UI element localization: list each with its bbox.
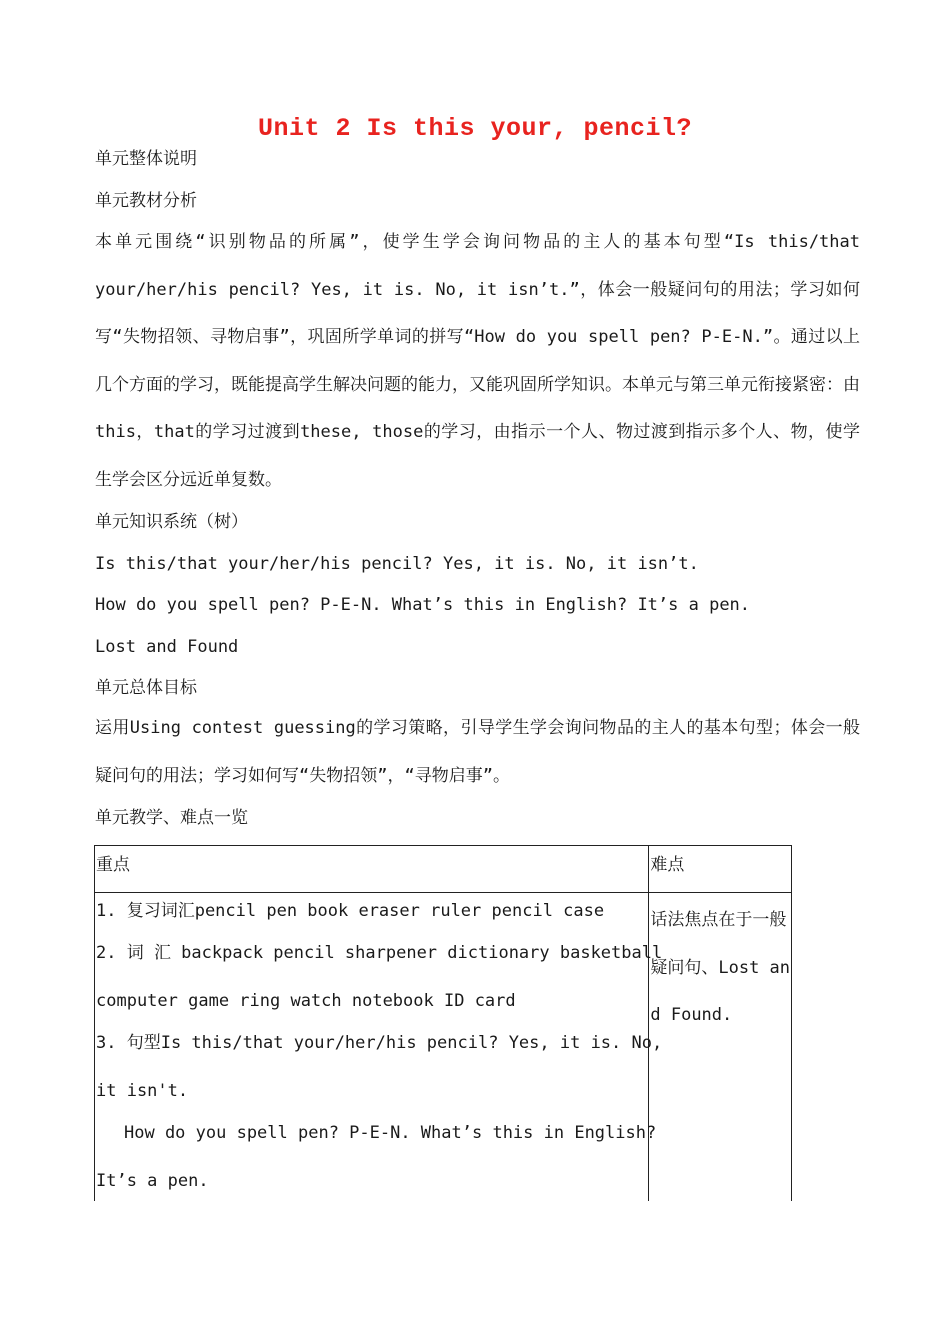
knowledge-line: Lost and Found <box>95 637 239 657</box>
difficulties-cell <box>649 893 792 1202</box>
keypoint-line: It’s a pen. <box>96 1171 209 1191</box>
keypoints-table <box>94 845 792 1201</box>
heading-keypoints: 单元教学、难点一览 <box>95 808 248 828</box>
goals-paragraph: 运用Using contest guessing的学习策略，引导学生学会询问物品的主人的基本句型；体会一般疑问句的用法；学习如何写“失物招领”，“寻物启事”。 <box>95 718 860 786</box>
keypoint-line: 2. 词 汇 backpack pencil sharpener dictionary basketball <box>96 943 663 963</box>
heading-goals: 单元总体目标 <box>95 678 197 698</box>
document-title: Unit 2 Is this your, pencil? <box>257 114 693 143</box>
keypoint-line: it isn't. <box>96 1081 189 1101</box>
knowledge-line: How do you spell pen? P-E-N. What’s this in English? It’s a pen. <box>95 595 751 615</box>
table-header-row <box>95 846 792 893</box>
keypoint-line: How do you spell pen? P-E-N. What’s this in English? <box>124 1123 657 1143</box>
heading-analysis: 单元教材分析 <box>95 191 197 211</box>
keypoint-line: 1. 复习词汇pencil pen book eraser ruler pencil case <box>96 901 605 921</box>
keypoints-cell <box>95 893 663 1202</box>
knowledge-line: Is this/that your/her/his pencil? Yes, it is. No, it isn’t. <box>95 554 699 574</box>
heading-knowledge: 单元知识系统（树） <box>95 512 248 532</box>
keypoint-line: computer game ring watch notebook ID card <box>96 991 516 1011</box>
analysis-paragraph: 本单元围绕“识别物品的所属”，使学生学会询问物品的主人的基本句型“Is this/that your/her/his pencil? Yes, it is. No, it isn’t.”，体会一般疑问句的用法；学习如何写“失物招领、寻物启事”，巩固所学单词的拼写“How do you spell pen? P-E-N.”。通过以上几个方面的学习，既能提高学生解决问题的能力，又能巩固所学知识。本单元与第三单元衔接紧密：由this，that的学习过渡到these, those的学习，由指示一个人、物过渡到指示多个人、物，使学生学会区分远近单复数。 <box>95 232 860 490</box>
heading-overall: 单元整体说明 <box>95 149 197 169</box>
table-row <box>95 893 792 1202</box>
header-cell-keypoints: 重点 <box>95 846 649 893</box>
header-cell-difficulties: 难点 <box>649 846 792 893</box>
keypoint-line: 3. 句型Is this/that your/her/his pencil? Yes, it is. No, <box>96 1033 663 1053</box>
difficulty-text: 话法焦点在于一般疑问句、Lost and Found. <box>650 910 791 1025</box>
